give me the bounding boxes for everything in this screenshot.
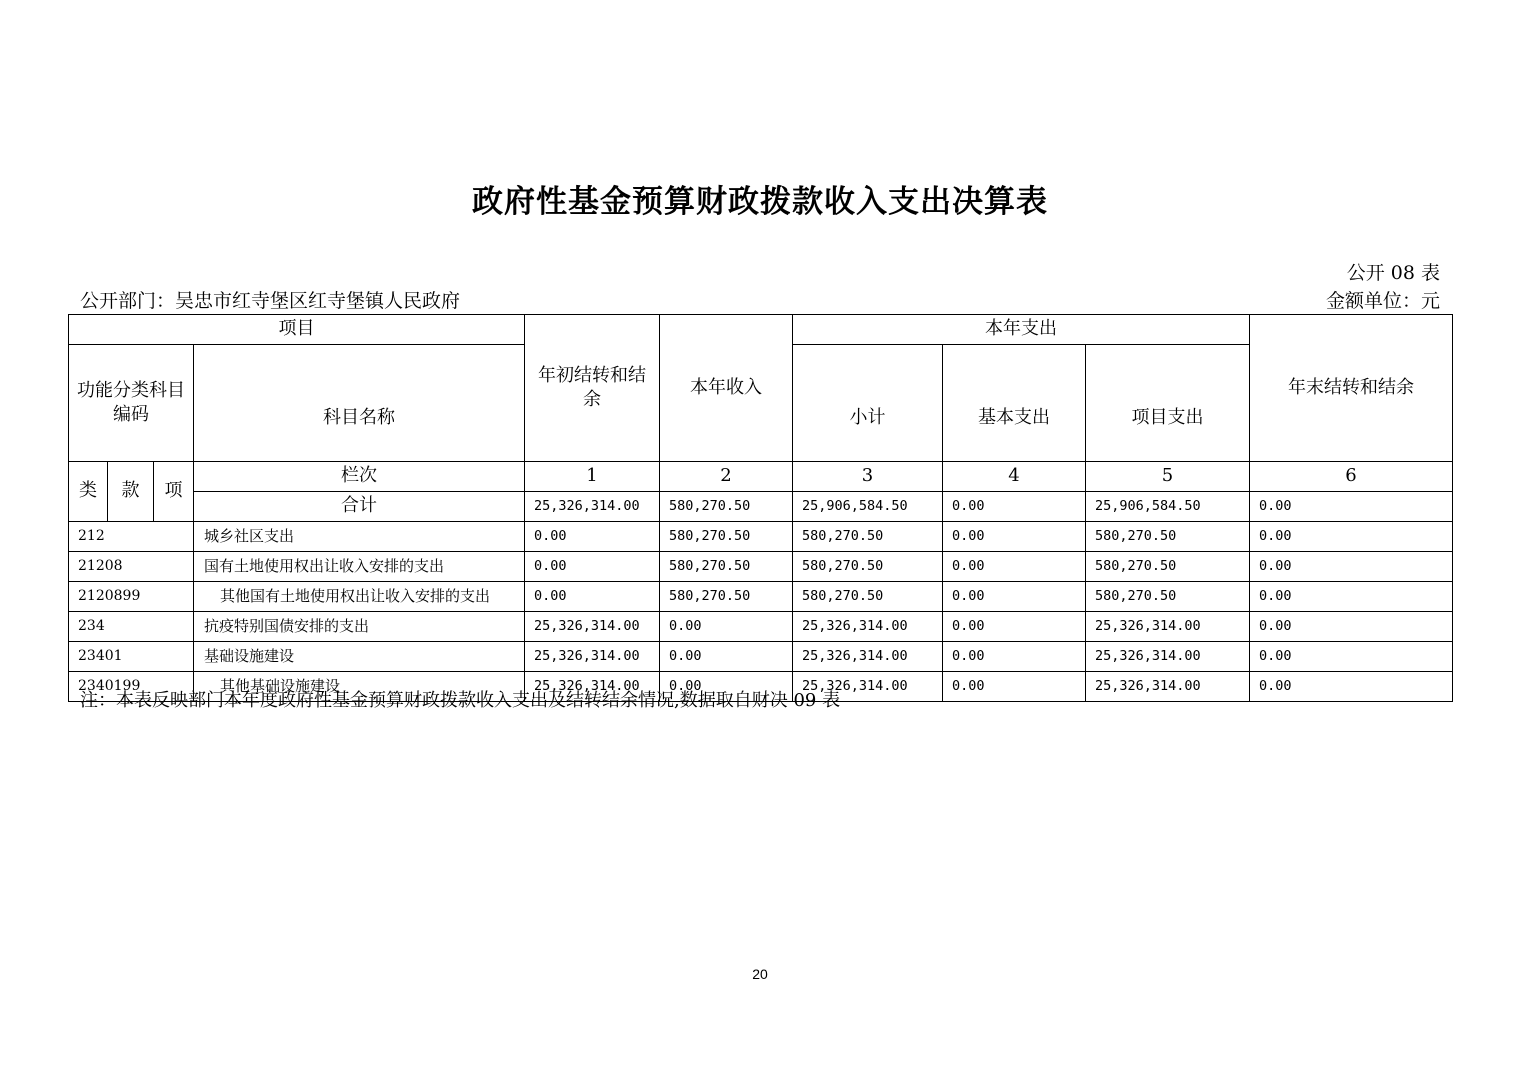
row-value: 0.00 <box>943 552 1086 582</box>
row-value: 580,270.50 <box>660 582 793 612</box>
header-kuan: 款 <box>108 462 154 522</box>
column-number: 5 <box>1086 462 1250 492</box>
header-column-no: 栏次 <box>194 462 525 492</box>
row-value: 580,270.50 <box>1086 522 1250 552</box>
column-number: 2 <box>660 462 793 492</box>
row-code: 2340199 <box>69 672 194 702</box>
row-value: 0.00 <box>943 582 1086 612</box>
total-value: 0.00 <box>943 492 1086 522</box>
row-value: 0.00 <box>525 552 660 582</box>
budget-table <box>68 314 1453 702</box>
row-value: 580,270.50 <box>793 582 943 612</box>
total-label: 合计 <box>194 492 525 522</box>
row-name: 国有土地使用权出让收入安排的支出 <box>194 552 525 582</box>
row-value: 25,326,314.00 <box>793 612 943 642</box>
header-project-expense: 项目支出 <box>1086 345 1250 462</box>
total-value: 0.00 <box>1250 492 1453 522</box>
row-value: 0.00 <box>1250 672 1453 702</box>
row-value: 0.00 <box>1250 522 1453 552</box>
row-value: 25,326,314.00 <box>525 672 660 702</box>
row-name: 其他国有土地使用权出让收入安排的支出 <box>194 582 525 612</box>
row-code: 234 <box>69 612 194 642</box>
page-title: 政府性基金预算财政拨款收入支出决算表 <box>472 184 1048 220</box>
row-value: 580,270.50 <box>793 522 943 552</box>
row-value: 25,326,314.00 <box>1086 612 1250 642</box>
row-value: 0.00 <box>1250 552 1453 582</box>
row-code: 212 <box>69 522 194 552</box>
table-row <box>69 612 1453 642</box>
row-value: 0.00 <box>1250 582 1453 612</box>
header-current-expense: 本年支出 <box>793 315 1250 345</box>
table-row <box>69 522 1453 552</box>
header-xiang: 项 <box>154 462 194 522</box>
header-func-code: 功能分类科目编码 <box>69 345 194 462</box>
header-subject-name: 科目名称 <box>194 345 525 462</box>
header-item: 项目 <box>69 315 525 345</box>
row-value: 25,326,314.00 <box>793 642 943 672</box>
header-beginning-balance: 年初结转和结余 <box>525 315 660 462</box>
row-value: 580,270.50 <box>1086 552 1250 582</box>
row-value: 0.00 <box>943 642 1086 672</box>
column-number: 6 <box>1250 462 1453 492</box>
row-name: 基础设施建设 <box>194 642 525 672</box>
row-code: 2120899 <box>69 582 194 612</box>
header-lei: 类 <box>69 462 108 522</box>
row-value: 25,326,314.00 <box>525 642 660 672</box>
row-value: 0.00 <box>660 642 793 672</box>
header-subtotal: 小计 <box>793 345 943 462</box>
department-label: 公开部门：吴忠市红寺堡区红寺堡镇人民政府 <box>80 290 461 312</box>
row-value: 0.00 <box>660 612 793 642</box>
column-number: 3 <box>793 462 943 492</box>
table-row <box>69 642 1453 672</box>
row-value: 0.00 <box>943 612 1086 642</box>
total-value: 580,270.50 <box>660 492 793 522</box>
column-number: 1 <box>525 462 660 492</box>
row-value: 0.00 <box>943 672 1086 702</box>
row-value: 0.00 <box>1250 642 1453 672</box>
amount-unit-label: 金额单位：元 <box>1325 290 1440 312</box>
total-value: 25,906,584.50 <box>793 492 943 522</box>
total-row <box>69 492 1453 522</box>
row-code: 21208 <box>69 552 194 582</box>
row-value: 25,326,314.00 <box>1086 672 1250 702</box>
row-value: 0.00 <box>1250 612 1453 642</box>
table-number: 公开 08 表 <box>1346 262 1440 284</box>
row-name: 城乡社区支出 <box>194 522 525 552</box>
row-value: 580,270.50 <box>793 552 943 582</box>
row-value: 0.00 <box>660 672 793 702</box>
table-row <box>69 552 1453 582</box>
row-value: 25,326,314.00 <box>793 672 943 702</box>
row-value: 0.00 <box>525 582 660 612</box>
header-current-income: 本年收入 <box>660 315 793 462</box>
total-value: 25,906,584.50 <box>1086 492 1250 522</box>
column-number: 4 <box>943 462 1086 492</box>
row-value: 25,326,314.00 <box>1086 642 1250 672</box>
row-name: 其他基础设施建设 <box>194 672 525 702</box>
row-name: 抗疫特别国债安排的支出 <box>194 612 525 642</box>
header-ending-balance: 年末结转和结余 <box>1250 315 1453 462</box>
row-value: 580,270.50 <box>660 552 793 582</box>
row-value: 0.00 <box>943 522 1086 552</box>
table-row <box>69 582 1453 612</box>
row-value: 580,270.50 <box>1086 582 1250 612</box>
row-value: 0.00 <box>525 522 660 552</box>
header-basic-expense: 基本支出 <box>943 345 1086 462</box>
row-value: 580,270.50 <box>660 522 793 552</box>
row-value: 25,326,314.00 <box>525 612 660 642</box>
total-value: 25,326,314.00 <box>525 492 660 522</box>
table-note: 注：本表反映部门本年度政府性基金预算财政拨款收入支出及结转结余情况,数据取自财决 09 表 <box>80 690 841 711</box>
row-code: 23401 <box>69 642 194 672</box>
page-number: 20 <box>752 966 768 982</box>
